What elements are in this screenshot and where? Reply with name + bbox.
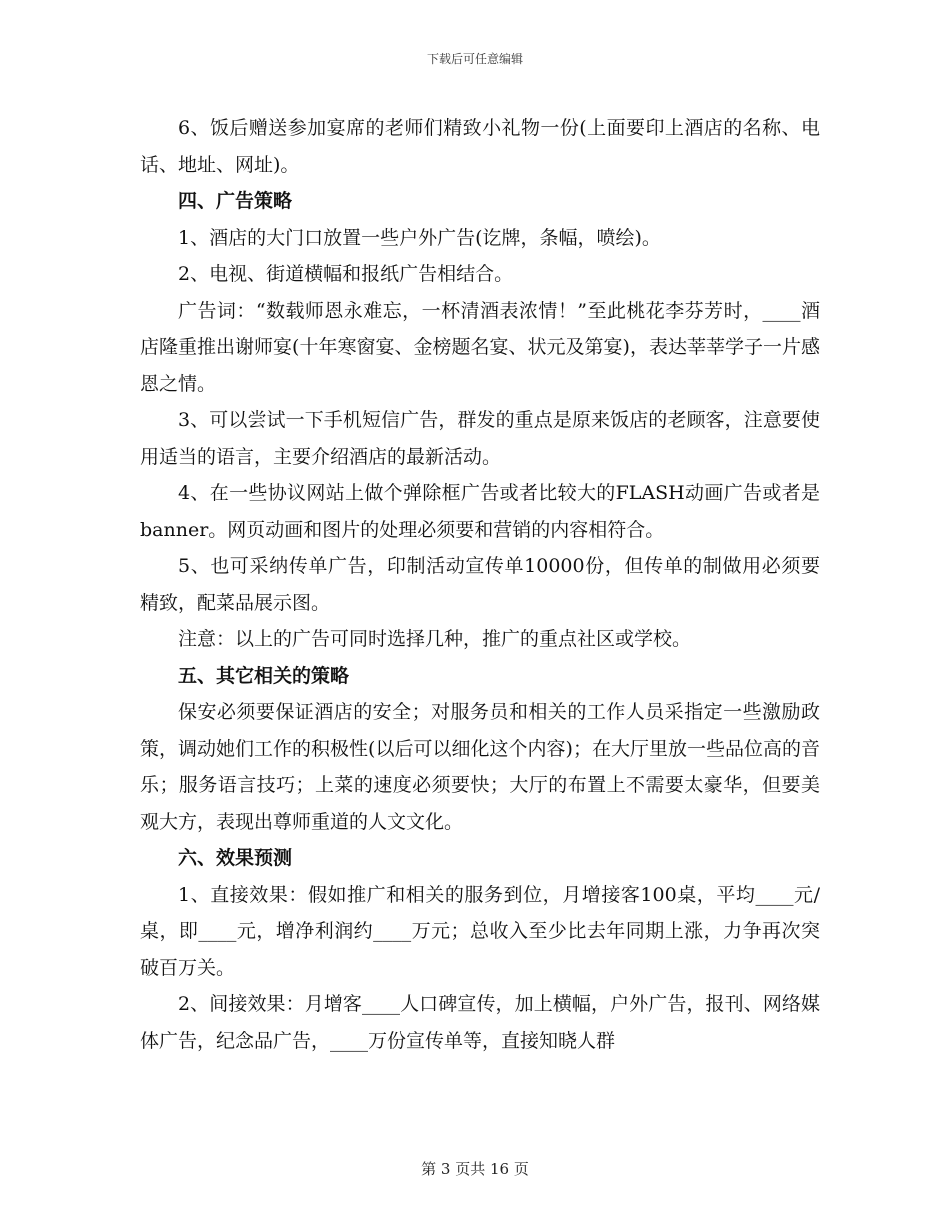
- paragraph: 3、可以尝试一下手机短信广告，群发的重点是原来饭店的老顾客，注意要使用适当的语言，主要介绍酒店的最新活动。: [140, 409, 820, 468]
- page-header: 下载后可任意编辑: [426, 52, 523, 66]
- section-heading: 六、效果预测: [178, 847, 293, 869]
- paragraph: 1、酒店的大门口放置一些户外广告(讫牌，条幅，喷绘)。: [178, 226, 661, 249]
- paragraph: 注意：以上的广告可同时选择几种，推广的重点社区或学校。: [178, 628, 692, 650]
- paragraph: 2、间接效果：月增客____人口碑宣传，加上横幅，户外广告，报刊、网络媒体广告，纪念品广告，____万份宣传单等，直接知晓人群: [140, 993, 820, 1052]
- section-heading: 四、广告策略: [178, 190, 293, 212]
- paragraph: 保安必须要保证酒店的安全；对服务员和相关的工作人员采指定一些激励政策，调动她们工作的积极性(以后可以细化这个内容)；在大厅里放一些品位高的音乐；服务语言技巧；上菜的速度必须要快；大厅的布置上不需要太豪华，但要美观大方，表现出尊师重道的人文文化。: [140, 701, 820, 833]
- paragraph: 6、饭后赠送参加宴席的老师们精致小礼物一份(上面要印上酒店的名称、电话、地址、网址)。: [140, 117, 820, 176]
- paragraph: 5、也可采纳传单广告，印制活动宣传单10000份，但传单的制做用必须要精致，配菜品展示图。: [140, 555, 820, 614]
- paragraph: 2、电视、街道横幅和报纸广告相结合。: [178, 263, 514, 285]
- section-heading: 五、其它相关的策略: [178, 664, 350, 687]
- paragraph: 广告词：“数载师恩永难忘，一杯清酒表浓情！”至此桃花李芬芳时，____酒店隆重推出谢师宴(十年寒窗宴、金榜题名宴、状元及第宴)，表达莘莘学子一片感恩之情。: [140, 299, 820, 395]
- page-number: 第 3 页共 16 页: [421, 1160, 529, 1178]
- paragraph: 1、直接效果：假如推广和相关的服务到位，月增接客100桌，平均____元/桌，即____元，增净利润约____万元；总收入至少比去年同期上涨，力争再次突破百万关。: [140, 883, 820, 979]
- paragraph: 4、在一些协议网站上做个弹除框广告或者比较大的FLASH动画广告或者是banner。网页动画和图片的处理必须要和营销的内容相符合。: [140, 482, 820, 541]
- document-body: [140, 110, 820, 1059]
